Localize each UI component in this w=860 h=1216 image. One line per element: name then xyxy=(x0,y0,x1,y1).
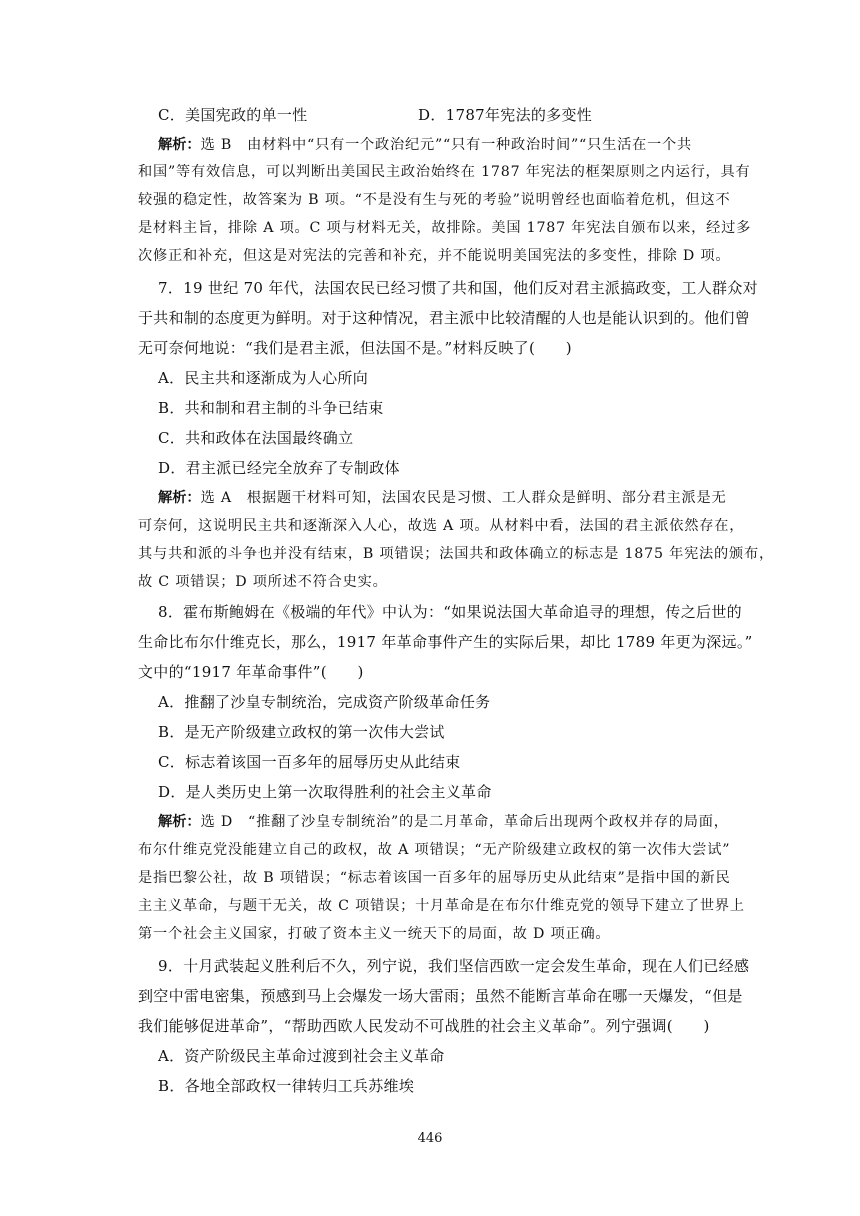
q9-stem-line-3: 我们能够促进革命”，“帮助西欧人民发动不可战胜的社会主义革命”。列宁强调( ) xyxy=(138,1017,710,1035)
q7-option-d: D．君主派已经完全放弃了专制政体 xyxy=(158,459,400,477)
q6-option-c: C．美国宪政的单一性 xyxy=(158,106,308,124)
q9-stem-line-1: 9．十月武装起义胜利后不久，列宁说，我们坚信西欧一定会发生革命，现在人们已经感 xyxy=(158,957,750,975)
q8-stem-line-3: 文中的“1917 年革命事件”( ) xyxy=(138,663,364,681)
q6-options-row xyxy=(158,105,593,125)
q6-analysis-line-2: 和国”等有效信息，可以判断出美国民主政治始终在 1787 年宪法的框架原则之内运行，具有 xyxy=(138,164,751,180)
q6-analysis-line-4: 是材料主旨，排除 A 项。C 项与材料无关，故排除。美国 1787 年宪法自颁布以来，经过多 xyxy=(138,220,752,236)
q8-stem-line-2: 生命比布尔什维克长，那么，1917 年革命事件产生的实际后果，却比 1789 年更为深远。” xyxy=(138,633,753,651)
q8-option-b: B．是无产阶级建立政权的第一次伟大尝试 xyxy=(158,723,445,741)
q9-option-b: B．各地全部政权一律转归工兵苏维埃 xyxy=(158,1077,415,1095)
q8-option-a: A．推翻了沙皇专制统治，完成资产阶级革命任务 xyxy=(158,693,491,711)
page-number: 446 xyxy=(417,1131,443,1146)
q7-stem-line-3: 无可奈何地说：“我们是君主派，但法国不是。”材料反映了( ) xyxy=(138,339,572,357)
analysis-label: 解析： xyxy=(158,814,201,830)
q6-analysis-line-3: 较强的稳定性，故答案为 B 项。“不是没有生与死的考验”说明曾经也面临着危机，但这不 xyxy=(138,192,731,208)
q6-analysis-line-1: 解析：选 B 由材料中“只有一个政治纪元”“只有一种政治时间”“只生活在一个共 xyxy=(158,137,693,153)
q6-analysis-line-5: 次修正和补充，但这是对宪法的完善和补充，并不能说明美国宪法的多变性，排除 D 项。 xyxy=(138,248,731,264)
q8-analysis-line-1: 解析：选 D “推翻了沙皇专制统治”的是二月革命，革命后出现两个政权并存的局面， xyxy=(158,814,729,830)
q7-stem-line-2: 于共和制的态度更为鲜明。对于这种情况，君主派中比较清醒的人也是能认识到的。他们曾 xyxy=(138,309,751,327)
q8-analysis-line-3: 是指巴黎公社，故 B 项错误；“标志着该国一百多年的屈辱历史从此结束”是指中国的新民 xyxy=(138,870,731,886)
q7-option-a: A．民主共和逐渐成为人心所向 xyxy=(158,369,369,387)
q7-analysis-line-2: 可奈何，这说明民主共和逐渐深入人心，故选 A 项。从材料中看，法国的君主派依然存在， xyxy=(138,518,745,534)
q9-stem-line-2: 到空中雷电密集，预感到马上会爆发一场大雷雨；虽然不能断言革命在哪一天爆发，“但是 xyxy=(138,987,743,1005)
q7-analysis-line-3: 其与共和派的斗争也并没有结束，B 项错误；法国共和政体确立的标志是 1875 年宪法的颁布， xyxy=(138,546,774,562)
q7-analysis-line-4: 故 C 项错误；D 项所述不符合史实。 xyxy=(138,574,388,590)
analysis-label: 解析： xyxy=(158,490,201,506)
analysis-label: 解析： xyxy=(158,137,201,153)
q8-stem-line-1: 8．霍布斯鲍姆在《极端的年代》中认为：“如果说法国大革命追寻的理想，传之后世的 xyxy=(158,603,742,621)
q7-option-b: B．共和制和君主制的斗争已结束 xyxy=(158,399,384,417)
q8-option-d: D．是人类历史上第一次取得胜利的社会主义革命 xyxy=(158,783,492,801)
q7-stem-line-1: 7．19 世纪 70 年代，法国农民已经习惯了共和国，他们反对君主派搞政变，工人群众对 xyxy=(158,279,758,297)
q8-analysis-line-5: 第一个社会主义国家，打破了资本主义一统天下的局面，故 D 项正确。 xyxy=(138,926,611,942)
q6-option-d: D．1787年宪法的多变性 xyxy=(418,106,593,124)
q8-option-c: C．标志着该国一百多年的屈辱历史从此结束 xyxy=(158,753,461,771)
q8-analysis-line-4: 主主义革命，与题干无关，故 C 项错误；十月革命是在布尔什维克党的领导下建立了世界上 xyxy=(138,898,745,914)
q7-analysis-line-1: 解析：选 A 根据题干材料可知，法国农民是习惯、工人群众是鲜明、部分君主派是无 xyxy=(158,490,727,506)
q9-option-a: A．资产阶级民主革命过渡到社会主义革命 xyxy=(158,1047,445,1065)
q8-analysis-line-2: 布尔什维克党没能建立自己的政权，故 A 项错误；“无产阶级建立政权的第一次伟大尝试” xyxy=(138,842,731,858)
q7-option-c: C．共和政体在法国最终确立 xyxy=(158,429,354,447)
